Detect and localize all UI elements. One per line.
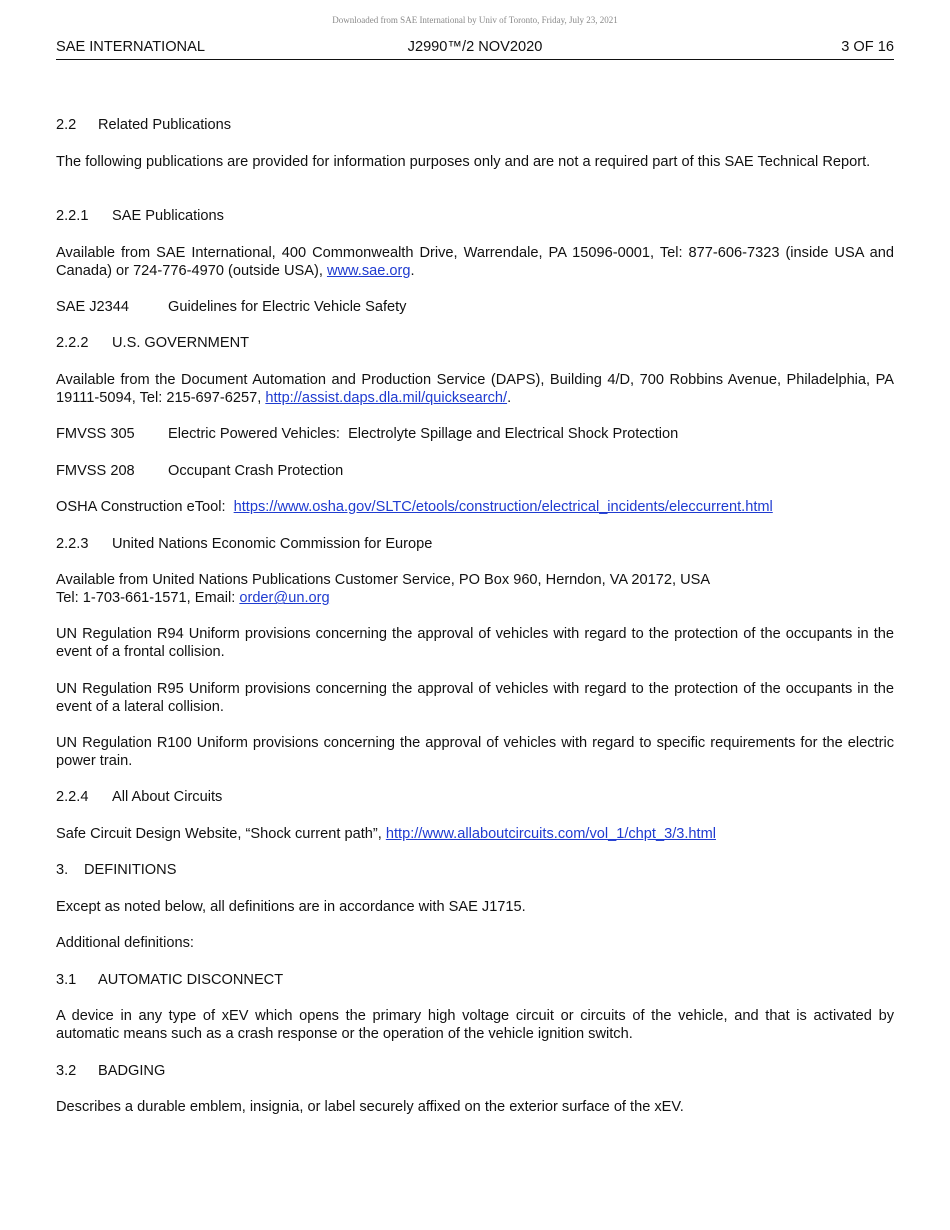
reference-code: FMVSS 208 [56,463,135,479]
paragraph-text: Available from SAE International, 400 Commonwealth Drive, Warrendale, PA 15096-0001, Tel: 877-606-7323 (inside USA and Canada) or 724-776-4970 (outside USA), [56,245,894,280]
paragraph-daps-availability: Available from the Document Automation and Production Service (DAPS), Building 4/D, 700 Robbins Avenue, Philadelphia, PA 19111-5094, Tel: 215-697-6257, http://assist.daps.dla.mil/quicksearch/. [56,372,894,407]
section-title: BADGING [98,1063,166,1079]
section-heading-2-2-2 [56,334,894,352]
reference-code: FMVSS 305 [56,426,135,442]
section-heading-3-2 [56,1062,894,1080]
reference-shock-current-path [56,825,894,843]
section-number: 2.2.2 [56,335,89,351]
section-heading-2-2 [56,116,894,134]
header-page-number: 3 OF 16 [841,39,894,55]
section-heading-2-2-3 [56,535,894,553]
section-number: 2.2.4 [56,789,89,805]
paragraph-except: Except as noted below, all definitions are in accordance with SAE J1715. [56,899,526,915]
section-title: SAE Publications [112,208,224,224]
section-number: 3.1 [56,972,77,988]
paragraph-intro: The following publications are provided for information purposes only and are not a required part of this SAE Technical Report. [56,154,871,170]
reference-un-r94: UN Regulation R94 Uniform provisions concerning the approval of vehicles with regard to the protection of the occupants in the event of a frontal collision. [56,626,894,661]
section-title: United Nations Economic Commission for Europe [112,536,433,552]
paragraph-text: Tel: 1-703-661-1571, Email: [56,590,240,607]
header-document-id: J2990™/2 NOV2020 [407,39,543,55]
section-title: U.S. GOVERNMENT [112,335,250,351]
section-heading-3 [56,861,894,879]
section-heading-2-2-1 [56,207,894,225]
paragraph-line [56,589,894,607]
paragraph-sae-availability: Available from SAE International, 400 Commonwealth Drive, Warrendale, PA 15096-0001, Tel: 877-606-7323 (inside USA and Canada) or 724-776-4970 (outside USA), www.sae.org. [56,245,894,280]
paragraph-badging: Describes a durable emblem, insignia, or label securely affixed on the exterior surface of the xEV. [56,1099,684,1115]
reference-title: Electric Powered Vehicles: Electrolyte Spillage and Electrical Shock Protection [168,426,679,442]
osha-etool-link[interactable]: https://www.osha.gov/SLTC/etools/construction/electrical_incidents/eleccurrent.html [233,499,773,515]
section-title: AUTOMATIC DISCONNECT [98,972,284,988]
section-number: 2.2.3 [56,536,89,552]
download-watermark: Downloaded from SAE International by Univ of Toronto, Friday, July 23, 2021 [332,15,618,25]
section-number: 3. [56,862,69,878]
paragraph-un-availability [56,571,894,608]
section-number: 3.2 [56,1063,77,1079]
reference-code: SAE J2344 [56,299,130,315]
reference-fmvss-305 [56,425,894,443]
reference-title: Occupant Crash Protection [168,463,344,479]
reference-title: Guidelines for Electric Vehicle Safety [168,299,407,315]
un-email-link[interactable]: order@un.org [239,590,330,607]
section-heading-3-1 [56,971,894,989]
reference-un-r100: UN Regulation R100 Uniform provisions concerning the approval of vehicles with regard to specific requirements for the electric power train. [56,735,894,770]
sae-website-link[interactable]: www.sae.org [326,263,411,280]
page-header [56,39,894,60]
section-number: 2.2 [56,117,77,133]
paragraph-text: Available from the Document Automation and Production Service (DAPS), Building 4/D, 700 Robbins Avenue, Philadelphia, PA 19111-5094, Tel: 215-697-6257, [56,372,894,407]
paragraph-additional-definitions: Additional definitions: [56,935,194,951]
section-title: DEFINITIONS [84,862,177,878]
daps-quicksearch-link[interactable]: http://assist.daps.dla.mil/quicksearch/ [265,390,508,407]
reference-osha-etool [56,498,894,516]
reference-fmvss-208 [56,462,894,480]
reference-sae-j2344 [56,298,894,316]
section-heading-2-2-4 [56,788,894,806]
paragraph-line: Available from United Nations Publications Customer Service, PO Box 960, Herndon, VA 20172, USA [56,572,711,588]
section-title: Related Publications [98,117,232,133]
section-title: All About Circuits [112,789,223,805]
paragraph-automatic-disconnect: A device in any type of xEV which opens the primary high voltage circuit or circuits of the vehicle, and that is activated by automatic means such as a crash response or the operation of the vehicle ignition switch. [56,1008,894,1043]
section-number: 2.2.1 [56,208,89,224]
reference-label: OSHA Construction eTool: [56,499,234,515]
header-publisher: SAE INTERNATIONAL [56,39,205,55]
reference-un-r95: UN Regulation R95 Uniform provisions concerning the approval of vehicles with regard to the protection of the occupants in the event of a lateral collision. [56,681,894,716]
allaboutcircuits-link[interactable]: http://www.allaboutcircuits.com/vol_1/chpt_3/3.html [385,826,716,842]
reference-text: Safe Circuit Design Website, “Shock current path”, [56,826,386,842]
